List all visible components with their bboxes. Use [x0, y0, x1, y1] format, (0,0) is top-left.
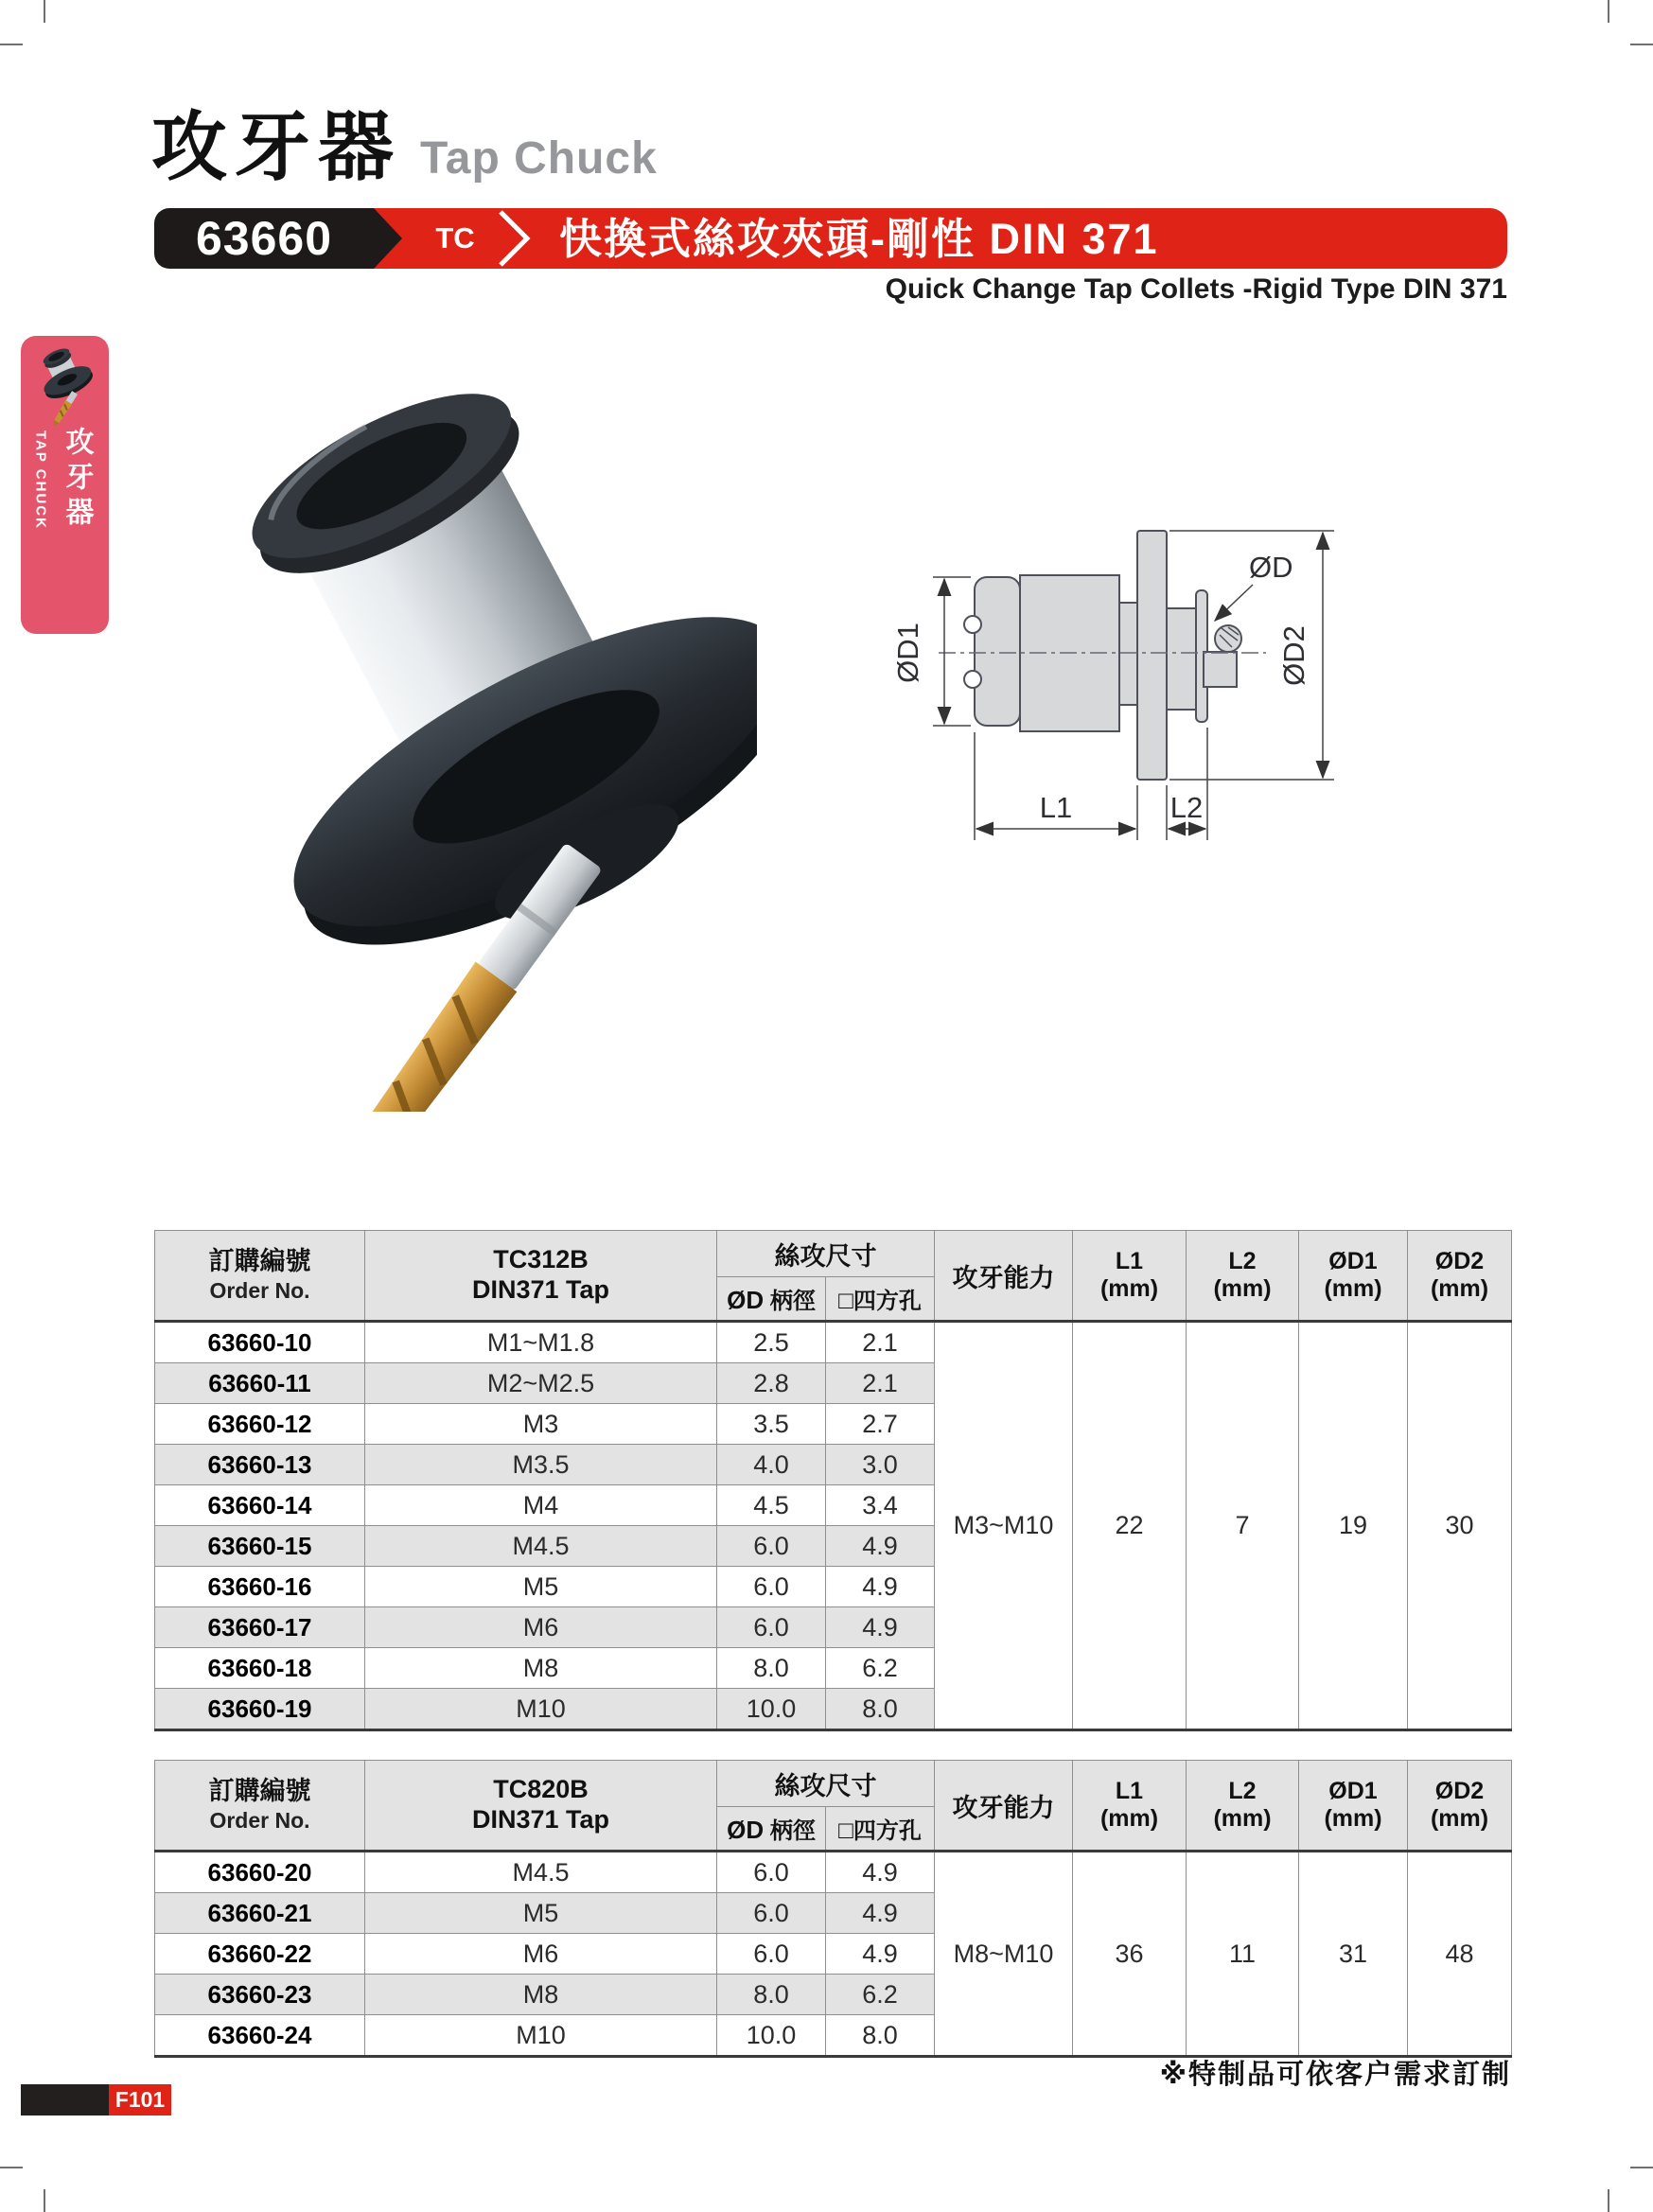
dim-label-l2: L2 [1169, 791, 1204, 824]
col-header-shank: ØD 柄徑 [717, 1277, 826, 1322]
series-code: TC [435, 221, 475, 255]
square-hole-cell: 4.9 [826, 1852, 935, 1893]
col-header-tap-size: 絲攻尺寸 [717, 1761, 935, 1807]
drawing-tap-shank [1204, 652, 1237, 687]
page-title [151, 105, 658, 189]
square-hole-cell: 6.2 [826, 1975, 935, 2015]
dim-label-l1: L1 [1039, 791, 1073, 824]
page-title-zh: 攻牙器 [151, 105, 401, 189]
col-header-model: TC820B DIN371 Tap [365, 1761, 717, 1852]
sidebar-tab-labels [21, 427, 109, 532]
custom-order-footnote: ※特制品可依客户需求訂制 [1159, 2060, 1511, 2090]
technical-drawing [889, 443, 1476, 859]
order-no-cell: 63660-18 [155, 1648, 365, 1689]
tap-range-cell: M1~M1.8 [365, 1322, 717, 1363]
product-banner [154, 208, 1507, 269]
drawing-shank-cap [975, 577, 1020, 726]
tap-range-cell: M8 [365, 1648, 717, 1689]
col-header-l1: L1 (mm) [1073, 1761, 1187, 1852]
col-header-square: □四方孔 [826, 1277, 935, 1322]
tap-range-cell: M6 [365, 1607, 717, 1648]
page-title-en: Tap Chuck [420, 133, 658, 184]
crop-mark [1630, 2167, 1653, 2168]
square-hole-cell: 4.9 [826, 1607, 935, 1648]
shank-dia-cell: 2.8 [717, 1363, 826, 1404]
col-header-tap-size: 絲攻尺寸 [717, 1231, 935, 1277]
dim-label-d2: ØD2 [1277, 625, 1310, 686]
shank-dia-cell: 6.0 [717, 1607, 826, 1648]
shank-dia-cell: 3.5 [717, 1404, 826, 1445]
tap-range-cell: M5 [365, 1893, 717, 1934]
crop-mark [1608, 2189, 1609, 2212]
col-header-shank: ØD 柄徑 [717, 1807, 826, 1852]
col-header-l2: L2 (mm) [1187, 1761, 1299, 1852]
square-hole-cell: 3.4 [826, 1485, 935, 1526]
order-no-cell: 63660-14 [155, 1485, 365, 1526]
square-hole-cell: 3.0 [826, 1445, 935, 1485]
order-no-cell: 63660-10 [155, 1322, 365, 1363]
tap-range-cell: M3 [365, 1404, 717, 1445]
d1-cell: 19 [1299, 1322, 1408, 1730]
order-no-cell: 63660-11 [155, 1363, 365, 1404]
tap-range-cell: M3.5 [365, 1445, 717, 1485]
shank-dia-cell: 6.0 [717, 1852, 826, 1893]
order-no-cell: 63660-23 [155, 1975, 365, 2015]
capacity-cell: M3~M10 [935, 1322, 1073, 1730]
square-hole-cell: 4.9 [826, 1893, 935, 1934]
square-hole-cell: 4.9 [826, 1526, 935, 1567]
table-row [155, 1852, 1512, 1893]
square-hole-cell: 6.2 [826, 1648, 935, 1689]
d1-cell: 31 [1299, 1852, 1408, 2057]
tap-chuck-thumbnail-icon [33, 342, 96, 429]
l1-cell: 36 [1073, 1852, 1187, 2057]
spec-table-tc820b [154, 1760, 1512, 2058]
crop-mark [44, 0, 45, 23]
order-no-cell: 63660-22 [155, 1934, 365, 1975]
col-header-l1: L1 (mm) [1073, 1231, 1187, 1322]
shank-dia-cell: 4.5 [717, 1485, 826, 1526]
order-no-cell: 63660-13 [155, 1445, 365, 1485]
d2-cell: 48 [1408, 1852, 1512, 2057]
order-no-cell: 63660-21 [155, 1893, 365, 1934]
shank-dia-cell: 6.0 [717, 1526, 826, 1567]
order-no-cell: 63660-17 [155, 1607, 365, 1648]
order-no-cell: 63660-16 [155, 1567, 365, 1607]
tap-range-cell: M10 [365, 2015, 717, 2057]
tap-range-cell: M10 [365, 1689, 717, 1730]
shank-dia-cell: 8.0 [717, 1648, 826, 1689]
tap-range-cell: M5 [365, 1567, 717, 1607]
chevron-icon [493, 208, 536, 269]
dim-label-d1: ØD1 [891, 623, 924, 683]
order-no-cell: 63660-20 [155, 1852, 365, 1893]
tap-range-cell: M2~M2.5 [365, 1363, 717, 1404]
tap-range-cell: M4.5 [365, 1526, 717, 1567]
col-header-d2: ØD2 (mm) [1408, 1231, 1512, 1322]
dim-label-d: ØD [1249, 551, 1293, 584]
square-hole-cell: 4.9 [826, 1934, 935, 1975]
spec-table-tc312b [154, 1230, 1512, 1731]
shank-dia-cell: 6.0 [717, 1934, 826, 1975]
tap-range-cell: M4 [365, 1485, 717, 1526]
col-header-order: 訂購編號 Order No. [155, 1231, 365, 1322]
crop-mark [44, 2189, 45, 2212]
crop-mark [1630, 44, 1653, 45]
col-header-order: 訂購編號 Order No. [155, 1761, 365, 1852]
table-row [155, 1322, 1512, 1363]
col-header-square: □四方孔 [826, 1807, 935, 1852]
crop-mark [1608, 0, 1609, 23]
col-header-capacity: 攻牙能力 [935, 1231, 1073, 1322]
page-number: F101 [109, 2084, 171, 2115]
square-hole-cell: 2.1 [826, 1363, 935, 1404]
order-no-cell: 63660-24 [155, 2015, 365, 2057]
square-hole-cell: 2.1 [826, 1322, 935, 1363]
l1-cell: 22 [1073, 1322, 1187, 1730]
tap-range-cell: M8 [365, 1975, 717, 2015]
drawing-hub [1167, 608, 1196, 710]
shank-dia-cell: 10.0 [717, 1689, 826, 1730]
product-photo [180, 364, 757, 1112]
shank-dia-cell: 10.0 [717, 2015, 826, 2057]
col-header-model: TC312B DIN371 Tap [365, 1231, 717, 1322]
sidebar-tab-label-zh: 攻牙器 [61, 427, 93, 532]
sidebar-tab-tap-chuck [21, 336, 109, 634]
crop-mark [0, 2167, 23, 2168]
col-header-d1: ØD1 (mm) [1299, 1231, 1408, 1322]
order-no-cell: 63660-19 [155, 1689, 365, 1730]
col-header-l2: L2 (mm) [1187, 1231, 1299, 1322]
square-hole-cell: 2.7 [826, 1404, 935, 1445]
drawing-flange [1137, 531, 1167, 780]
l2-cell: 11 [1187, 1852, 1299, 2057]
shank-dia-cell: 8.0 [717, 1975, 826, 2015]
sidebar-tab-label-en: TAP CHUCK [32, 430, 49, 530]
tap-range-cell: M6 [365, 1934, 717, 1975]
col-header-capacity: 攻牙能力 [935, 1761, 1073, 1852]
col-header-d2: ØD2 (mm) [1408, 1761, 1512, 1852]
crop-mark [0, 44, 23, 45]
order-code: 63660 [195, 212, 333, 265]
drawing-tap-ball [1215, 625, 1241, 652]
order-no-cell: 63660-15 [155, 1526, 365, 1567]
shank-dia-cell: 2.5 [717, 1322, 826, 1363]
order-no-cell: 63660-12 [155, 1404, 365, 1445]
square-hole-cell: 4.9 [826, 1567, 935, 1607]
d2-cell: 30 [1408, 1322, 1512, 1730]
shank-dia-cell: 6.0 [717, 1567, 826, 1607]
banner-subtitle-en: Quick Change Tap Collets -Rigid Type DIN 371 [885, 273, 1507, 305]
shank-dia-cell: 6.0 [717, 1893, 826, 1934]
shank-dia-cell: 4.0 [717, 1445, 826, 1485]
tap-range-cell: M4.5 [365, 1852, 717, 1893]
col-header-d1: ØD1 (mm) [1299, 1761, 1408, 1852]
square-hole-cell: 8.0 [826, 2015, 935, 2057]
l2-cell: 7 [1187, 1322, 1299, 1730]
footer-bar [21, 2084, 109, 2115]
square-hole-cell: 8.0 [826, 1689, 935, 1730]
capacity-cell: M8~M10 [935, 1852, 1073, 2057]
drawing-neck [1119, 603, 1137, 705]
banner-title-zh: 快換式絲攻夾頭-剛性 DIN 371 [559, 215, 1159, 263]
